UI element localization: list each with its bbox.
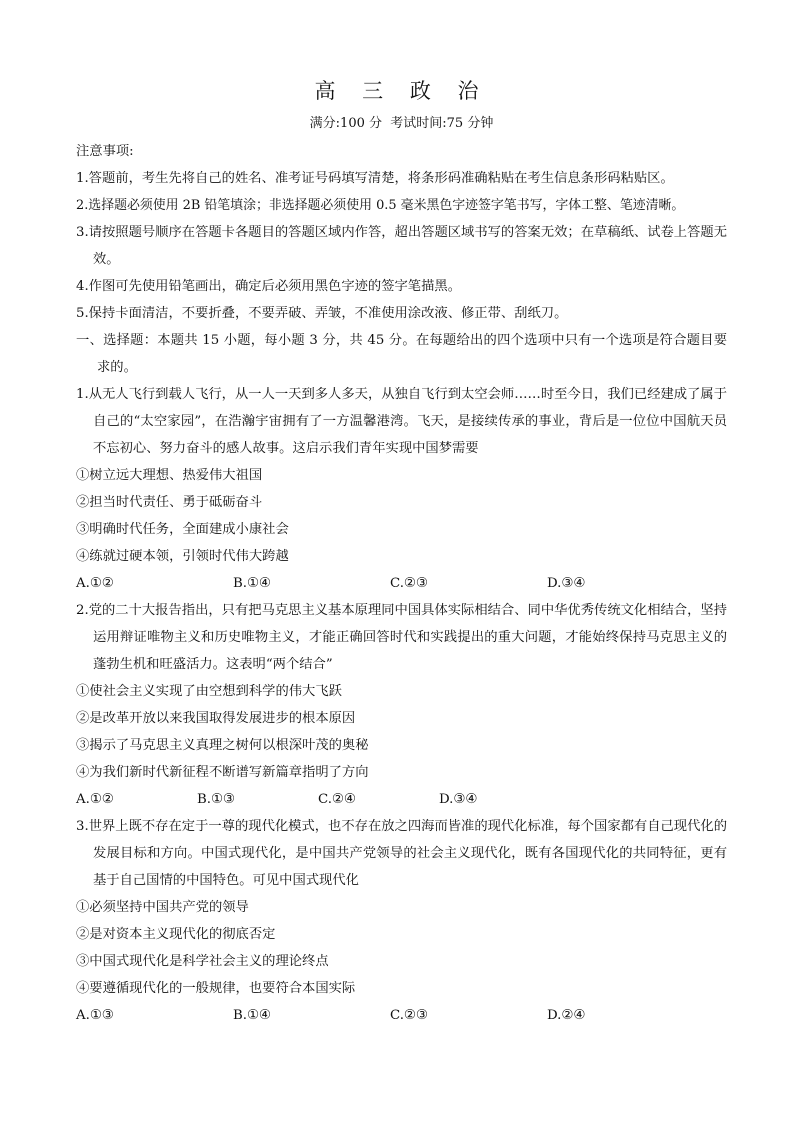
exam-time: 考试时间:75 分钟 (390, 116, 494, 131)
option-b[interactable]: B.①③ (197, 792, 235, 807)
question-stem: 3.世界上既不存在定于一尊的现代化模式，也不存在放之四海而皆准的现代化标准，每个国家都有自己现代化的发展目标和方向。中国式现代化，是中国共产党领导的社会主义现代化，既有各国现代化的共同特征，更有基于自己国情的中国特色。可见中国式现代化 (76, 819, 727, 888)
note-item-3: 3.请按照题号顺序在答题卡各题目的答题区域内作答，超出答题区域书写的答案无效；在草稿纸、试卷上答题无效。 (76, 225, 727, 267)
answer-options (76, 1002, 727, 1029)
statement: ④为我们新时代新征程不断谱写新篇章指明了方向 (76, 765, 369, 780)
option-b[interactable]: B.①④ (233, 1008, 271, 1023)
option-c[interactable]: C.②③ (390, 1008, 428, 1023)
option-a[interactable]: A.①② (76, 792, 114, 807)
statement: ②是对资本主义现代化的彻底否定 (76, 927, 276, 942)
note-item-4: 4.作图可先使用铅笔画出，确定后必须用黑色字迹的签字笔描黑。 (76, 279, 461, 294)
answer-options (76, 570, 727, 597)
question-1 (76, 381, 727, 597)
statement: ③揭示了马克思主义真理之树何以根深叶茂的奥秘 (76, 738, 369, 753)
statement: ①树立远大理想、热爱伟大祖国 (76, 468, 263, 483)
option-c[interactable]: C.②③ (390, 576, 428, 591)
statement: ④练就过硬本领，引领时代伟大跨越 (76, 549, 289, 564)
option-a[interactable]: A.①② (76, 576, 114, 591)
full-score: 满分:100 分 (309, 116, 382, 131)
option-b[interactable]: B.①④ (233, 576, 271, 591)
note-item-5: 5.保持卡面清洁，不要折叠，不要弄破、弄皱，不准使用涂改液、修正带、刮纸刀。 (76, 306, 568, 321)
section-heading: 一、选择题：本题共 15 小题，每小题 3 分，共 45 分。在每题给出的四个选项中只有一个选项是符合题目要求的。 (76, 333, 727, 375)
question-3 (76, 813, 727, 1029)
option-d[interactable]: D.②④ (547, 1008, 586, 1023)
question-2 (76, 597, 727, 813)
statement: ①使社会主义实现了由空想到科学的伟大飞跃 (76, 684, 342, 699)
question-stem: 2.党的二十大报告指出，只有把马克思主义基本原理同中国具体实际相结合、同中华优秀传统文化相结合，坚持运用辩证唯物主义和历史唯物主义，才能正确回答时代和实践提出的重大问题，才能始终保持马克思主义的蓬勃生机和旺盛活力。这表明“两个结合” (76, 603, 727, 672)
option-d[interactable]: D.③④ (547, 576, 586, 591)
notes-heading: 注意事项: (76, 144, 134, 159)
question-stem: 1.从无人飞行到载人飞行，从一人一天到多人多天，从独自飞行到太空会师……时至今日，我们已经建成了属于自己的“太空家园”，在浩瀚宇宙拥有了一方温馨港湾。飞天，是接续传承的事业，背后是一位位中国航天员不忘初心、努力奋斗的感人故事。这启示我们青年实现中国梦需要 (76, 387, 727, 456)
option-c[interactable]: C.②④ (318, 792, 356, 807)
statement: ①必须坚持中国共产党的领导 (76, 900, 249, 915)
statement: ③中国式现代化是科学社会主义的理论终点 (76, 954, 329, 969)
answer-options (76, 786, 727, 813)
statement: ④要遵循现代化的一般规律，也要符合本国实际 (76, 981, 356, 996)
statement: ③明确时代任务，全面建成小康社会 (76, 522, 289, 537)
option-a[interactable]: A.①③ (76, 1008, 114, 1023)
option-d[interactable]: D.③④ (439, 792, 478, 807)
statement: ②是改革开放以来我国取得发展进步的根本原因 (76, 711, 356, 726)
page-title: 高 三 政 治 (314, 79, 489, 103)
statement: ②担当时代责任、勇于砥砺奋斗 (76, 495, 263, 510)
note-item-1: 1.答题前，考生先将自己的姓名、准考证号码填写清楚，将条形码准确粘贴在考生信息条形码粘贴区。 (76, 171, 674, 186)
note-item-2: 2.选择题必须使用 2B 铅笔填涂；非选择题必须使用 0.5 毫米黑色字迹签字笔书写，字体工整、笔迹清晰。 (76, 198, 685, 213)
exam-info (76, 114, 727, 134)
